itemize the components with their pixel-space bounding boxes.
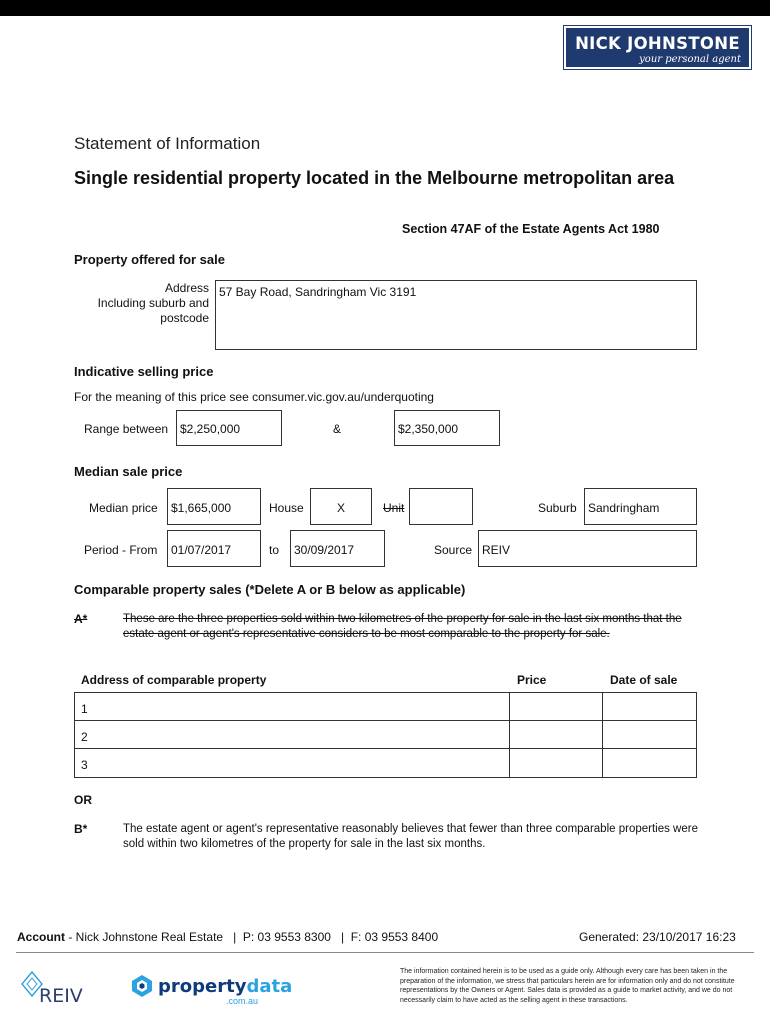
option-a-text: These are the three properties sold within two kilometres of the property for sale in the last six months that the estate agent or agent's representative considers to be most comparable to the property for sale. bbox=[123, 613, 682, 640]
suburb-label: Suburb bbox=[538, 501, 577, 515]
row-date-cell[interactable] bbox=[603, 721, 696, 748]
col-address-header: Address of comparable property bbox=[81, 673, 267, 687]
logo-name: NICK JOHNSTONE bbox=[575, 34, 740, 53]
address-label bbox=[82, 281, 209, 326]
or-separator: OR bbox=[74, 793, 92, 807]
col-price-header: Price bbox=[517, 673, 547, 687]
row-address-cell[interactable]: 3 bbox=[75, 749, 510, 777]
range-ampersand: & bbox=[333, 422, 342, 436]
median-price-label: Median price bbox=[89, 501, 158, 515]
table-row bbox=[75, 693, 696, 721]
pd-data: data bbox=[246, 976, 293, 997]
table-row bbox=[75, 749, 696, 777]
median-heading: Median sale price bbox=[74, 464, 183, 479]
comparable-table bbox=[74, 692, 697, 778]
row-price-cell[interactable] bbox=[510, 721, 603, 748]
row-address-cell[interactable]: 2 bbox=[75, 721, 510, 748]
address-field[interactable]: 57 Bay Road, Sandringham Vic 3191 bbox=[215, 280, 697, 350]
house-field[interactable]: X bbox=[310, 488, 372, 525]
address-label-line-2: Including suburb and bbox=[97, 296, 209, 310]
row-date-cell[interactable] bbox=[603, 693, 696, 720]
row-price-cell[interactable] bbox=[510, 749, 603, 777]
median-price-field[interactable]: $1,665,000 bbox=[167, 488, 261, 525]
range-label: Range between bbox=[84, 422, 169, 436]
indicative-heading: Indicative selling price bbox=[74, 364, 214, 379]
footer-divider bbox=[16, 952, 754, 953]
act-section: Section 47AF of the Estate Agents Act 1980 bbox=[402, 222, 660, 236]
row-address-cell[interactable]: 1 bbox=[75, 693, 510, 720]
pd-property: property bbox=[158, 976, 247, 997]
agency-logo bbox=[564, 26, 751, 69]
account-label: Account bbox=[17, 930, 65, 944]
source-field[interactable]: REIV bbox=[478, 530, 697, 567]
table-row bbox=[75, 721, 696, 749]
comparable-heading: Comparable property sales (*Delete A or B below as applicable) bbox=[74, 582, 466, 597]
col-date-header: Date of sale bbox=[610, 673, 678, 687]
statement-heading: Statement of Information bbox=[74, 134, 261, 153]
source-label: Source bbox=[434, 543, 473, 557]
address-label-line-1: Address bbox=[164, 281, 209, 295]
propertydata-logo-icon bbox=[130, 974, 154, 998]
row-date-cell[interactable] bbox=[603, 749, 696, 777]
top-bar bbox=[0, 0, 770, 16]
propertydata-domain: .com.au bbox=[226, 996, 259, 1006]
period-label: Period - From bbox=[84, 543, 158, 557]
account-text: - Nick Johnstone Real Estate | P: 03 9553 8300 | F: 03 9553 8400 bbox=[65, 930, 439, 944]
page-title: Single residential property located in the Melbourne metropolitan area bbox=[74, 168, 675, 188]
property-heading: Property offered for sale bbox=[74, 252, 225, 267]
generated-timestamp: Generated: 23/10/2017 16:23 bbox=[579, 930, 736, 944]
reiv-logo-text: REIV bbox=[39, 985, 83, 1007]
address-label-line-3: postcode bbox=[160, 311, 209, 325]
option-b-label: B* bbox=[74, 822, 88, 836]
period-to-label: to bbox=[269, 543, 280, 557]
period-to-field[interactable]: 30/09/2017 bbox=[290, 530, 385, 567]
underquoting-note: For the meaning of this price see consumer.vic.gov.au/underquoting bbox=[74, 390, 434, 404]
price-low-field[interactable]: $2,250,000 bbox=[176, 410, 282, 446]
logo-tagline: your personal agent bbox=[639, 54, 741, 65]
footer-account bbox=[17, 930, 438, 944]
option-b-text: The estate agent or agent's representative reasonably believes that fewer than three comparable properties were sold within two kilometres of the property for sale in the last six months. bbox=[123, 823, 698, 850]
suburb-field[interactable]: Sandringham bbox=[584, 488, 697, 525]
price-high-field[interactable]: $2,350,000 bbox=[394, 410, 500, 446]
house-label: House bbox=[269, 501, 304, 515]
period-from-field[interactable]: 01/07/2017 bbox=[167, 530, 261, 567]
disclaimer-text: The information contained herein is to be used as a guide only. Although every care has been taken in the preparation of the information, we stress that particulars herein are for information only and do not constitute representations by the Owners or Agent. Sales data is provided as a guide to market activity, and we do not necessarily claim to have acted as the selling agent in these transactions. bbox=[400, 968, 735, 1004]
unit-field[interactable] bbox=[409, 488, 473, 525]
option-a-label: A* bbox=[74, 612, 88, 626]
propertydata-logo-text bbox=[158, 976, 292, 997]
unit-label: Unit bbox=[383, 501, 405, 515]
row-price-cell[interactable] bbox=[510, 693, 603, 720]
